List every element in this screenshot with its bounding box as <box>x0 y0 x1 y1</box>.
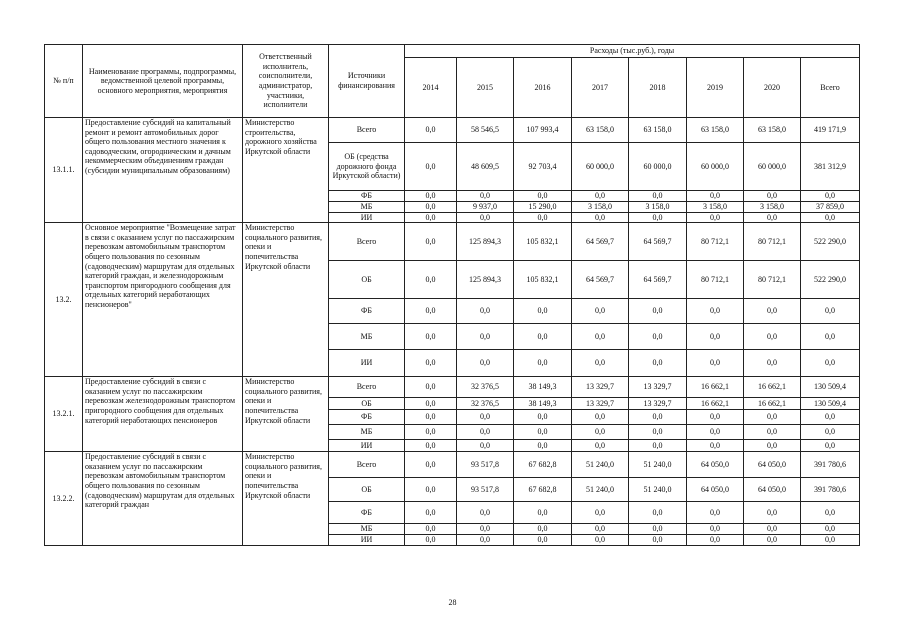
value-cell: 0,0 <box>405 398 457 410</box>
value-cell: 16 662,1 <box>687 398 744 410</box>
value-cell: 0,0 <box>405 452 457 478</box>
value-cell: 0,0 <box>572 440 629 452</box>
value-cell: 67 682,8 <box>514 478 572 502</box>
value-cell: 13 329,7 <box>572 377 629 398</box>
value-cell: 0,0 <box>801 212 860 223</box>
value-cell: 391 780,6 <box>801 478 860 502</box>
value-cell: 16 662,1 <box>744 398 801 410</box>
value-cell: 391 780,6 <box>801 452 860 478</box>
value-cell: 80 712,1 <box>744 261 801 299</box>
value-cell: 13 329,7 <box>629 377 687 398</box>
value-cell: 0,0 <box>405 212 457 223</box>
funding-source: Всего <box>329 118 405 143</box>
value-cell: 0,0 <box>572 502 629 524</box>
item-name: Предоставление субсидий в связи с оказанием услуг по пассажирским перевозкам железнодорожным транспортом пригородного сообщения для отдельных категорий неработающих пенсионеров <box>83 377 243 452</box>
header-name: Наименование программы, подпрограммы, ведомственной целевой программы, основного мероприятия, мероприятия <box>83 45 243 118</box>
funding-source: ИИ <box>329 212 405 223</box>
value-cell: 0,0 <box>629 299 687 324</box>
value-cell: 51 240,0 <box>629 478 687 502</box>
value-cell: 0,0 <box>514 425 572 440</box>
value-cell: 0,0 <box>801 535 860 546</box>
budget-table <box>44 44 860 546</box>
header-year: 2017 <box>572 58 629 118</box>
value-cell: 0,0 <box>405 410 457 425</box>
value-cell: 0,0 <box>514 440 572 452</box>
value-cell: 0,0 <box>572 350 629 377</box>
value-cell: 0,0 <box>687 299 744 324</box>
value-cell: 64 050,0 <box>744 478 801 502</box>
value-cell: 0,0 <box>405 223 457 261</box>
funding-source: МБ <box>329 324 405 350</box>
value-cell: 38 149,3 <box>514 398 572 410</box>
funding-source: ИИ <box>329 350 405 377</box>
value-cell: 0,0 <box>629 502 687 524</box>
value-cell: 51 240,0 <box>629 452 687 478</box>
table-row <box>45 223 860 261</box>
value-cell: 9 937,0 <box>457 201 514 212</box>
value-cell: 64 050,0 <box>687 452 744 478</box>
value-cell: 522 290,0 <box>801 261 860 299</box>
funding-source: ОБ <box>329 261 405 299</box>
value-cell: 16 662,1 <box>744 377 801 398</box>
header-sources: Источники финансирования <box>329 45 405 118</box>
item-executor: Министерство социального развития, опеки и попечительства Иркутской области <box>243 452 329 546</box>
value-cell: 419 171,9 <box>801 118 860 143</box>
value-cell: 0,0 <box>629 524 687 535</box>
funding-source: Всего <box>329 223 405 261</box>
value-cell: 63 158,0 <box>572 118 629 143</box>
value-cell: 0,0 <box>572 212 629 223</box>
value-cell: 0,0 <box>629 324 687 350</box>
header-year: 2018 <box>629 58 687 118</box>
value-cell: 64 050,0 <box>744 452 801 478</box>
value-cell: 0,0 <box>687 324 744 350</box>
value-cell: 37 859,0 <box>801 201 860 212</box>
value-cell: 0,0 <box>744 191 801 202</box>
funding-source: ФБ <box>329 191 405 202</box>
header-year: Всего <box>801 58 860 118</box>
table-row <box>45 377 860 398</box>
value-cell: 0,0 <box>744 524 801 535</box>
value-cell: 0,0 <box>687 440 744 452</box>
value-cell: 381 312,9 <box>801 143 860 191</box>
value-cell: 63 158,0 <box>744 118 801 143</box>
value-cell: 51 240,0 <box>572 452 629 478</box>
value-cell: 0,0 <box>744 350 801 377</box>
value-cell: 130 509,4 <box>801 377 860 398</box>
value-cell: 67 682,8 <box>514 452 572 478</box>
value-cell: 0,0 <box>572 410 629 425</box>
table-row <box>45 452 860 478</box>
value-cell: 0,0 <box>687 191 744 202</box>
value-cell: 60 000,0 <box>744 143 801 191</box>
value-cell: 0,0 <box>457 410 514 425</box>
value-cell: 0,0 <box>405 191 457 202</box>
value-cell: 0,0 <box>687 535 744 546</box>
header-year: 2016 <box>514 58 572 118</box>
value-cell: 0,0 <box>405 261 457 299</box>
value-cell: 0,0 <box>629 535 687 546</box>
header-year: 2015 <box>457 58 514 118</box>
value-cell: 80 712,1 <box>744 223 801 261</box>
value-cell: 93 517,8 <box>457 452 514 478</box>
value-cell: 0,0 <box>744 410 801 425</box>
value-cell: 0,0 <box>405 440 457 452</box>
value-cell: 0,0 <box>405 502 457 524</box>
value-cell: 0,0 <box>405 299 457 324</box>
value-cell: 15 290,0 <box>514 201 572 212</box>
value-cell: 0,0 <box>687 350 744 377</box>
header-expenses: Расходы (тыс.руб.), годы <box>405 45 860 58</box>
value-cell: 64 050,0 <box>687 478 744 502</box>
value-cell: 0,0 <box>744 535 801 546</box>
value-cell: 16 662,1 <box>687 377 744 398</box>
funding-source: Всего <box>329 452 405 478</box>
funding-source: МБ <box>329 201 405 212</box>
funding-source: ОБ (средства дорожного фонда Иркутской области) <box>329 143 405 191</box>
value-cell: 0,0 <box>744 502 801 524</box>
funding-source: ИИ <box>329 535 405 546</box>
value-cell: 0,0 <box>687 212 744 223</box>
value-cell: 48 609,5 <box>457 143 514 191</box>
value-cell: 0,0 <box>405 201 457 212</box>
value-cell: 0,0 <box>405 535 457 546</box>
item-executor: Министерство социального развития, опеки и попечительства Иркутской области <box>243 377 329 452</box>
table-row <box>45 118 860 143</box>
value-cell: 0,0 <box>572 524 629 535</box>
value-cell: 3 158,0 <box>629 201 687 212</box>
header-year: 2020 <box>744 58 801 118</box>
value-cell: 0,0 <box>457 324 514 350</box>
value-cell: 0,0 <box>801 440 860 452</box>
value-cell: 0,0 <box>514 350 572 377</box>
value-cell: 0,0 <box>405 524 457 535</box>
value-cell: 60 000,0 <box>629 143 687 191</box>
funding-source: ФБ <box>329 299 405 324</box>
value-cell: 0,0 <box>629 191 687 202</box>
item-number: 13.1.1. <box>45 118 83 223</box>
value-cell: 522 290,0 <box>801 223 860 261</box>
funding-source: ОБ <box>329 478 405 502</box>
value-cell: 0,0 <box>572 191 629 202</box>
header-year: 2019 <box>687 58 744 118</box>
value-cell: 0,0 <box>629 350 687 377</box>
item-number: 13.2.2. <box>45 452 83 546</box>
header-executor: Ответственный исполнитель, соисполнители, администратор, участники, исполнители <box>243 45 329 118</box>
value-cell: 58 546,5 <box>457 118 514 143</box>
item-name: Предоставление субсидий на капитальный ремонт и ремонт автомобильных дорог общего пользования местного значения к садоводческим, огородническим и дачным некоммерческим объединениям граждан (субсидии муниципальным образованиям) <box>83 118 243 223</box>
value-cell: 0,0 <box>405 324 457 350</box>
value-cell: 0,0 <box>457 535 514 546</box>
value-cell: 0,0 <box>572 299 629 324</box>
value-cell: 0,0 <box>801 299 860 324</box>
value-cell: 0,0 <box>744 212 801 223</box>
value-cell: 0,0 <box>514 299 572 324</box>
value-cell: 64 569,7 <box>629 223 687 261</box>
funding-source: ФБ <box>329 410 405 425</box>
page-number: 28 <box>448 598 457 607</box>
item-name: Предоставление субсидий в связи с оказанием услуг по пассажирским перевозкам автомобильным транспортом общего пользования по сезонным (садоводческим) маршрутам для отдельных категорий граждан <box>83 452 243 546</box>
item-executor: Министерство социального развития, опеки и попечительства Иркутской области <box>243 223 329 377</box>
funding-source: МБ <box>329 425 405 440</box>
value-cell: 0,0 <box>405 118 457 143</box>
value-cell: 0,0 <box>572 425 629 440</box>
value-cell: 3 158,0 <box>572 201 629 212</box>
value-cell: 0,0 <box>801 502 860 524</box>
value-cell: 0,0 <box>801 425 860 440</box>
value-cell: 0,0 <box>457 440 514 452</box>
value-cell: 38 149,3 <box>514 377 572 398</box>
header-no: № п/п <box>45 45 83 118</box>
value-cell: 51 240,0 <box>572 478 629 502</box>
value-cell: 0,0 <box>687 410 744 425</box>
value-cell: 80 712,1 <box>687 261 744 299</box>
value-cell: 125 894,3 <box>457 261 514 299</box>
funding-source: ИИ <box>329 440 405 452</box>
value-cell: 63 158,0 <box>629 118 687 143</box>
value-cell: 105 832,1 <box>514 261 572 299</box>
value-cell: 0,0 <box>687 425 744 440</box>
value-cell: 0,0 <box>801 410 860 425</box>
value-cell: 0,0 <box>457 299 514 324</box>
value-cell: 0,0 <box>687 502 744 524</box>
value-cell: 0,0 <box>457 425 514 440</box>
value-cell: 0,0 <box>405 377 457 398</box>
value-cell: 0,0 <box>744 440 801 452</box>
value-cell: 0,0 <box>801 324 860 350</box>
item-executor: Министерство строительства, дорожного хозяйства Иркутской области <box>243 118 329 223</box>
value-cell: 80 712,1 <box>687 223 744 261</box>
funding-source: ФБ <box>329 502 405 524</box>
value-cell: 13 329,7 <box>629 398 687 410</box>
value-cell: 0,0 <box>514 502 572 524</box>
value-cell: 0,0 <box>687 524 744 535</box>
value-cell: 0,0 <box>572 535 629 546</box>
value-cell: 0,0 <box>405 143 457 191</box>
value-cell: 0,0 <box>514 535 572 546</box>
value-cell: 130 509,4 <box>801 398 860 410</box>
value-cell: 32 376,5 <box>457 377 514 398</box>
value-cell: 0,0 <box>405 425 457 440</box>
value-cell: 0,0 <box>572 324 629 350</box>
value-cell: 0,0 <box>744 324 801 350</box>
value-cell: 60 000,0 <box>687 143 744 191</box>
value-cell: 64 569,7 <box>629 261 687 299</box>
value-cell: 0,0 <box>514 191 572 202</box>
value-cell: 0,0 <box>405 350 457 377</box>
value-cell: 3 158,0 <box>687 201 744 212</box>
value-cell: 105 832,1 <box>514 223 572 261</box>
value-cell: 0,0 <box>744 299 801 324</box>
value-cell: 0,0 <box>629 425 687 440</box>
value-cell: 0,0 <box>629 212 687 223</box>
value-cell: 0,0 <box>801 350 860 377</box>
value-cell: 125 894,3 <box>457 223 514 261</box>
value-cell: 0,0 <box>801 191 860 202</box>
funding-source: ОБ <box>329 398 405 410</box>
value-cell: 0,0 <box>744 425 801 440</box>
funding-source: МБ <box>329 524 405 535</box>
value-cell: 64 569,7 <box>572 223 629 261</box>
value-cell: 13 329,7 <box>572 398 629 410</box>
value-cell: 0,0 <box>801 524 860 535</box>
value-cell: 0,0 <box>514 324 572 350</box>
item-name: Основное мероприятие "Возмещение затрат в связи с оказанием услуг по пассажирским перевозкам автомобильным транспортом общего пользования по сезонным (садоводческим) маршрутам для отдельных категорий граждан, и железнодорожным транспортом пригородного сообщения для отдельных категорий неработающих пенсионеров" <box>83 223 243 377</box>
value-cell: 0,0 <box>457 502 514 524</box>
value-cell: 60 000,0 <box>572 143 629 191</box>
value-cell: 0,0 <box>514 410 572 425</box>
value-cell: 0,0 <box>629 440 687 452</box>
value-cell: 0,0 <box>457 524 514 535</box>
value-cell: 64 569,7 <box>572 261 629 299</box>
value-cell: 0,0 <box>457 191 514 202</box>
value-cell: 0,0 <box>629 410 687 425</box>
item-number: 13.2.1. <box>45 377 83 452</box>
funding-source: Всего <box>329 377 405 398</box>
value-cell: 3 158,0 <box>744 201 801 212</box>
value-cell: 63 158,0 <box>687 118 744 143</box>
value-cell: 107 993,4 <box>514 118 572 143</box>
value-cell: 0,0 <box>514 524 572 535</box>
value-cell: 32 376,5 <box>457 398 514 410</box>
value-cell: 0,0 <box>405 478 457 502</box>
value-cell: 0,0 <box>514 212 572 223</box>
value-cell: 0,0 <box>457 350 514 377</box>
value-cell: 0,0 <box>457 212 514 223</box>
value-cell: 92 703,4 <box>514 143 572 191</box>
value-cell: 93 517,8 <box>457 478 514 502</box>
item-number: 13.2. <box>45 223 83 377</box>
header-year: 2014 <box>405 58 457 118</box>
